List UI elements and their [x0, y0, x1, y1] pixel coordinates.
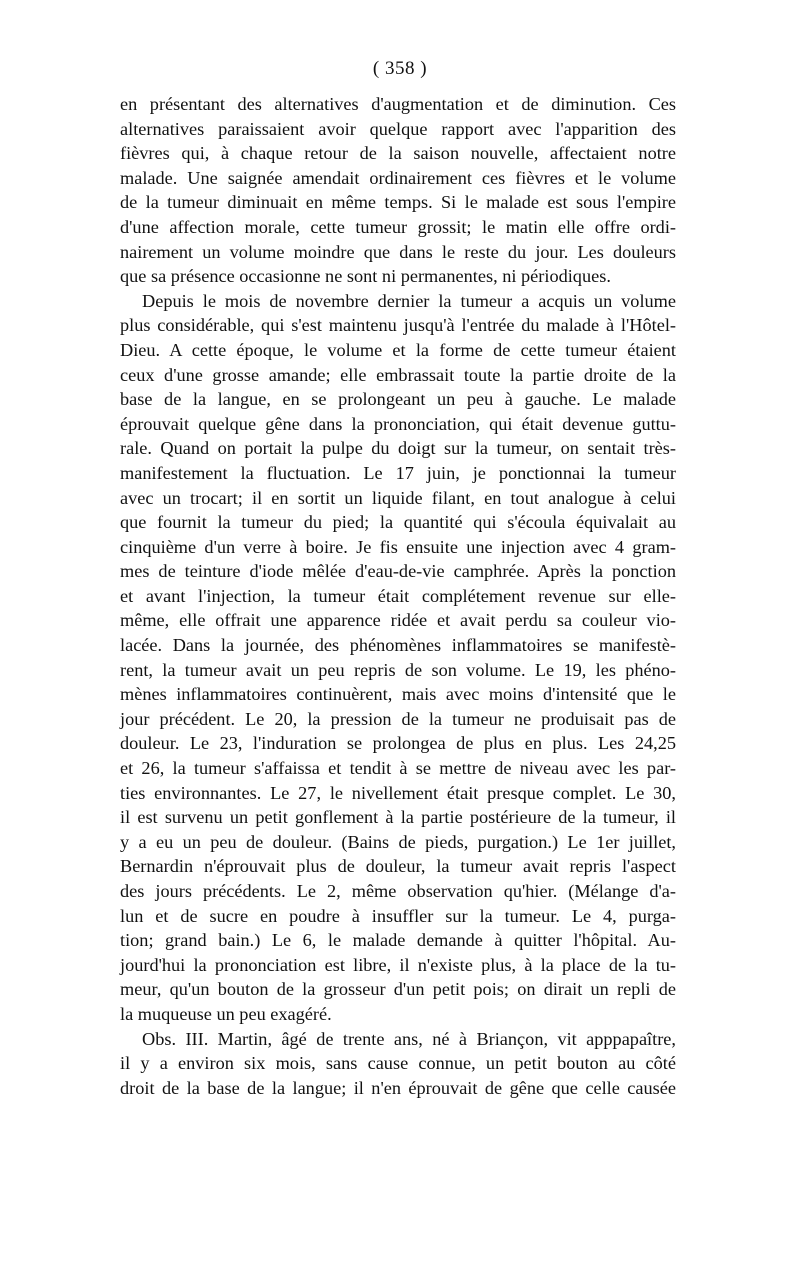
text-line: plus considérable, qui s'est maintenu jusqu'à l'entrée du malade à l'Hôtel-: [120, 315, 676, 336]
text-line: meur, qu'un bouton de la grosseur d'un petit pois; on dirait un repli de: [120, 979, 676, 1000]
text-line: d'une affection morale, cette tumeur grossit; le matin elle offre ordi-: [120, 216, 676, 237]
text-line: il est survenu un petit gonflement à la partie postérieure de la tumeur, il: [120, 807, 676, 828]
text-line: même, elle offrait une apparence ridée et avait perdu sa couleur vio-: [120, 610, 676, 631]
page-number: ( 358 ): [372, 58, 428, 79]
text-line: de la tumeur diminuait en même temps. Si le malade est sous l'empire: [120, 192, 676, 213]
text-line: malade. Une saignée amendait ordinairement ces fièvres et le volume: [120, 167, 676, 188]
text-line: lun et de sucre en poudre à insuffler sur la tumeur. Le 4, purga-: [120, 905, 676, 926]
text-line: éprouvait quelque gêne dans la prononciation, qui était devenue guttu-: [120, 413, 676, 434]
text-line: base de la langue, en se prolongeant un peu à gauche. Le malade: [120, 389, 676, 410]
text-line: manifestement la fluctuation. Le 17 juin, je ponctionnai la tumeur: [120, 462, 676, 483]
text-line: Depuis le mois de novembre dernier la tumeur a acquis un volume: [142, 290, 676, 311]
text-line: en présentant des alternatives d'augmentation et de diminution. Ces: [120, 94, 676, 114]
text-line: ties environnantes. Le 27, le nivellement était presque complet. Le 30,: [120, 782, 676, 803]
text-line: ceux d'une grosse amande; elle embrassait toute la partie droite de la: [120, 364, 676, 385]
text-line: Bernardin n'éprouvait plus de douleur, la tumeur avait repris l'aspect: [120, 856, 676, 877]
body-text: [120, 92, 676, 1100]
text-line: et avant l'injection, la tumeur était complétement revenue sur elle-: [120, 585, 676, 606]
text-line: douleur. Le 23, l'induration se prolongea de plus en plus. Les 24,25: [120, 733, 676, 754]
text-line: mes de teinture d'iode mêlée d'eau-de-vie camphrée. Après la ponction: [120, 561, 676, 582]
text-line: cinquième d'un verre à boire. Je fis ensuite une injection avec 4 gram-: [120, 536, 676, 557]
text-line: jour précédent. Le 20, la pression de la tumeur ne produisait pas de: [120, 708, 676, 729]
text-line: rent, la tumeur avait un peu repris de son volume. Le 19, les phéno-: [120, 659, 676, 680]
text-line: la muqueuse un peu exagéré.: [120, 1003, 332, 1024]
text-line: jourd'hui la prononciation est libre, il n'existe plus, à la place de la tu-: [120, 954, 676, 975]
text-line: avec un trocart; il en sortit un liquide filant, en tout analogue à celui: [120, 487, 676, 508]
text-line: fièvres qui, à chaque retour de la saison nouvelle, affectaient notre: [120, 143, 676, 164]
text-line: il y a environ six mois, sans cause connue, un petit bouton au côté: [120, 1053, 676, 1074]
text-line: Dieu. A cette époque, le volume et la forme de cette tumeur étaient: [120, 339, 676, 360]
text-line: y a eu un peu de douleur. (Bains de pieds, purgation.) Le 1er juillet,: [120, 831, 676, 852]
text-line: que sa présence occasionne ne sont ni permanentes, ni périodiques.: [120, 266, 611, 287]
text-line: alternatives paraissaient avoir quelque rapport avec l'apparition des: [120, 118, 676, 139]
text-line: des jours précédents. Le 2, même observation qu'hier. (Mélange d'a-: [120, 881, 676, 901]
text-line: que fournit la tumeur du pied; la quantité qui s'écoula équivalait au: [120, 512, 676, 533]
text-line: Obs. III. Martin, âgé de trente ans, né à Briançon, vit apppараître,: [142, 1028, 676, 1049]
text-line: mènes inflammatoires continuèrent, mais avec moins d'intensité que le: [120, 684, 676, 705]
text-line: lacée. Dans la journée, des phénomènes inflammatoires se manifestè-: [120, 635, 676, 656]
text-line: nairement un volume moindre que dans le reste du jour. Les douleurs: [120, 241, 676, 262]
text-line: tion; grand bain.) Le 6, le malade demande à quitter l'hôpital. Au-: [120, 930, 676, 951]
text-line: rale. Quand on portait la pulpe du doigt sur la tumeur, on sentait très-: [120, 438, 676, 459]
text-line: et 26, la tumeur s'affaissa et tendit à se mettre de niveau avec les par-: [120, 758, 676, 779]
text-line: droit de la base de la langue; il n'en éprouvait de gêne que celle causée: [120, 1077, 676, 1098]
